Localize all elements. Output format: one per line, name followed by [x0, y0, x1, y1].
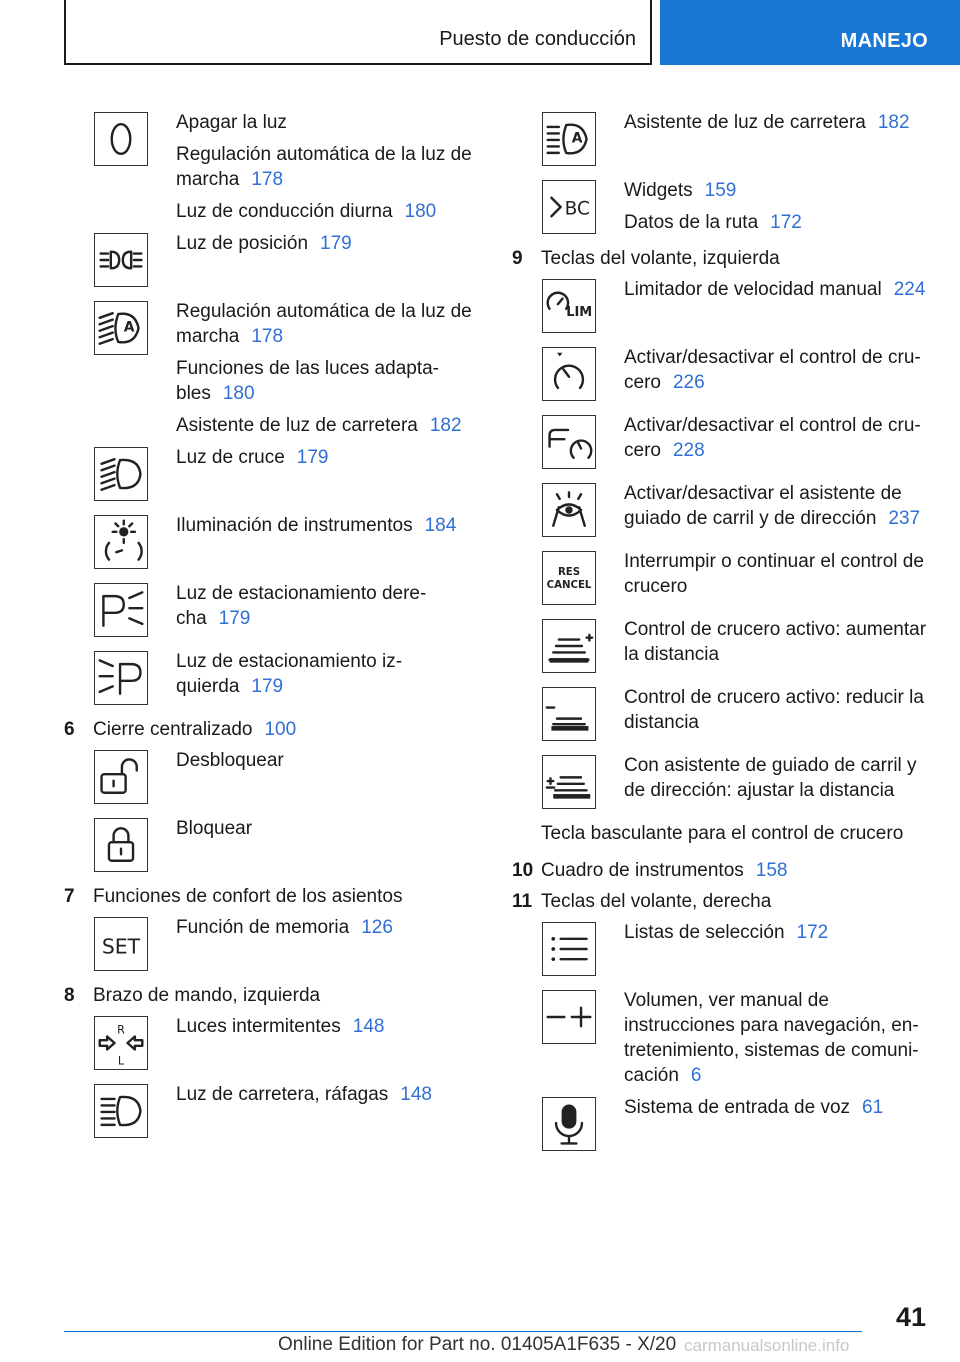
parking-light-icon [94, 233, 148, 287]
entry-text: Luces intermitentes [176, 1016, 341, 1037]
entry-texts [176, 231, 352, 299]
page-reference-link[interactable]: 172 [770, 212, 802, 233]
item-title [93, 717, 296, 742]
page-reference-link[interactable]: 179 [320, 233, 352, 254]
entry-text: Con asistente de guiado de carril y de dirección: ajustar la distancia [624, 755, 917, 801]
page-reference-link[interactable]: 172 [796, 922, 829, 943]
svg-text:CANCEL: CANCEL [546, 580, 592, 592]
page-reference-link[interactable]: 148 [352, 1016, 385, 1037]
active-cruise-icon-svg [544, 417, 594, 467]
page-reference-link[interactable]: 237 [888, 508, 921, 529]
chapter-tab-label: MANEJO [840, 30, 928, 52]
distance-decrease-icon-svg [544, 689, 594, 739]
symbol-entry [512, 178, 932, 246]
speed-limiter-icon-svg [544, 281, 594, 331]
turn-signal-icon-svg [96, 1018, 146, 1068]
entry-text: Activar/desactivar el control de crucero [624, 415, 921, 461]
entry-texts [624, 1095, 883, 1163]
numbered-item [64, 717, 472, 742]
item-title-text: Teclas del volante, derecha [541, 891, 772, 912]
entry-texts [624, 617, 932, 685]
page-reference-link[interactable]: 226 [672, 372, 705, 393]
item-number: 11 [512, 891, 533, 912]
chapter-tab[interactable] [660, 0, 960, 65]
entry-texts [176, 816, 252, 884]
speed-limiter-icon [542, 279, 596, 333]
page-reference-link[interactable]: 61 [862, 1097, 884, 1118]
distance-adjust-icon-svg [544, 757, 594, 807]
selection-list-icon-svg [544, 924, 594, 974]
low-beam-icon [94, 447, 148, 501]
page-reference-link[interactable]: 126 [361, 917, 393, 938]
entry-text: Sistema de entrada de voz [624, 1097, 851, 1118]
symbol-entry [512, 1095, 932, 1163]
item-title [93, 983, 320, 1008]
page-reference-link[interactable]: 178 [251, 169, 284, 190]
instrument-lighting-icon-svg [96, 517, 146, 567]
cruise-control-icon-svg [544, 349, 594, 399]
entry-texts [624, 110, 910, 178]
entry-texts [624, 345, 932, 413]
header-section-box [64, 0, 652, 65]
entry-line [176, 110, 472, 135]
entry-text: Limitador de velocidad manual [624, 279, 882, 300]
bc-button-icon [542, 180, 596, 234]
entry-texts [176, 299, 472, 445]
page-reference-link[interactable]: 179 [218, 608, 251, 629]
page-reference-link[interactable]: 100 [264, 719, 297, 740]
symbol-entry [512, 345, 932, 413]
page-reference-link[interactable]: 179 [296, 447, 329, 468]
entry-line [624, 210, 802, 235]
svg-text:L: L [117, 1054, 125, 1068]
entry-texts [176, 513, 456, 581]
entry-line [624, 1095, 883, 1120]
numbered-item [64, 884, 472, 909]
entry-text: Regulación automática de la luz de marcha [176, 301, 472, 347]
numbered-item [512, 246, 932, 271]
entry-text: Datos de la ruta [624, 212, 759, 233]
entry-line [176, 413, 472, 438]
symbol-entry [512, 753, 932, 821]
unlock-icon-svg [96, 752, 146, 802]
volume-icon [542, 990, 596, 1044]
left-column [64, 110, 472, 1150]
entry-texts [624, 988, 932, 1095]
symbol-entry [64, 299, 472, 445]
entry-text: Desbloquear [176, 750, 284, 771]
entry-line [624, 988, 932, 1088]
footer-divider [64, 1331, 862, 1332]
symbol-entry [64, 649, 472, 717]
entry-text: Asistente de luz de carretera [624, 112, 866, 133]
item-title-text: Cierre centralizado [93, 719, 253, 740]
entry-text: Iluminación de instrumentos [176, 515, 413, 536]
symbol-entry [64, 1082, 472, 1150]
entry-texts [624, 753, 932, 821]
bc-button-icon-svg [544, 182, 594, 232]
page-reference-link[interactable]: 182 [877, 112, 910, 133]
entry-texts [624, 178, 802, 246]
entry-line [624, 753, 932, 803]
symbol-entry [512, 110, 932, 178]
page-reference-link[interactable]: 6 [690, 1065, 702, 1086]
selection-list-icon [542, 922, 596, 976]
item-number: 9 [512, 248, 523, 269]
page-number: 41 [895, 1302, 926, 1332]
entry-text: Asistente de luz de carretera [176, 415, 418, 436]
item-title [541, 889, 771, 914]
high-beam-icon [94, 1084, 148, 1138]
entry-text: Luz de posición [176, 233, 309, 254]
entry-line [624, 178, 802, 203]
symbol-entry [64, 231, 472, 299]
watermark: carmanualsonline.info [684, 1336, 850, 1355]
svg-text:R: R [117, 1023, 125, 1037]
entry-line [624, 549, 932, 599]
page-reference-link[interactable]: 159 [704, 180, 737, 201]
auto-light-icon-svg [96, 303, 146, 353]
entry-line [176, 142, 472, 192]
voice-input-icon [542, 1097, 596, 1151]
lock-icon [94, 818, 148, 872]
entry-line [624, 481, 932, 531]
item-number: 10 [512, 860, 534, 881]
item-title-text: Cuadro de instrumentos [541, 860, 744, 881]
distance-decrease-icon [542, 687, 596, 741]
entry-line [176, 581, 472, 631]
entry-text: Activar/desactivar el asistente de guiado de carril y de dirección [624, 483, 902, 529]
item-title-text: Brazo de mando, izquierda [93, 985, 321, 1006]
page-reference-link[interactable]: 224 [893, 279, 926, 300]
symbol-entry [64, 513, 472, 581]
item-title-text: Teclas del volante, izquierda [541, 248, 780, 269]
instrument-lighting-icon [94, 515, 148, 569]
entry-text: Activar/desactivar el control de crucero [624, 347, 921, 393]
page-header [64, 0, 960, 66]
symbol-entry [512, 685, 932, 753]
entry-text: Luz de conducción diurna [176, 201, 393, 222]
symbol-entry [64, 581, 472, 649]
res-cancel-icon-svg [544, 553, 594, 603]
entry-text: Volumen, ver manual de instrucciones para navegación, entretenimiento, sistemas de comunicación [624, 990, 919, 1086]
symbol-entry [512, 481, 932, 549]
entry-line [176, 748, 284, 773]
page-reference-link[interactable]: 179 [251, 676, 284, 697]
entry-text: Listas de selección [624, 922, 785, 943]
parking-right-icon-svg [96, 585, 146, 635]
res-cancel-icon [542, 551, 596, 605]
symbol-entry [64, 748, 472, 816]
section-title: Puesto de conducción [439, 28, 636, 50]
entry-text: Funciones de las luces adaptables [176, 358, 439, 404]
entry-texts [176, 110, 472, 231]
entry-text: Bloquear [176, 818, 253, 839]
entry-text: Control de crucero activo: reducir la distancia [624, 687, 924, 733]
entry-line [176, 915, 393, 940]
high-beam-assist-icon-svg [544, 114, 594, 164]
entry-text: Luz de carretera, ráfagas [176, 1084, 389, 1105]
distance-increase-icon-svg [544, 621, 594, 671]
item-note: Tecla basculante para el control de crucero [541, 823, 904, 844]
set-memory-icon-svg [96, 919, 146, 969]
entry-texts [624, 685, 932, 753]
active-cruise-icon [542, 415, 596, 469]
lock-icon-svg [96, 820, 146, 870]
entry-text: Luz de estacionamiento derecha [176, 583, 427, 629]
distance-increase-icon [542, 619, 596, 673]
entry-text: Regulación automática de la luz de marcha [176, 144, 472, 190]
entry-line [176, 1014, 384, 1039]
symbol-entry [64, 110, 472, 231]
entry-text: Luz de estacionamiento izquierda [176, 651, 403, 697]
entry-text: Función de memoria [176, 917, 350, 938]
page-reference-link[interactable]: 182 [429, 415, 462, 436]
symbol-entry [64, 915, 472, 983]
symbol-entry [512, 988, 932, 1095]
symbol-entry [512, 277, 932, 345]
high-beam-assist-icon [542, 112, 596, 166]
distance-adjust-icon [542, 755, 596, 809]
entry-text: Apagar la luz [176, 112, 287, 133]
light-off-icon [94, 112, 148, 166]
entry-texts [176, 649, 472, 717]
entry-line [624, 920, 828, 945]
entry-text: Control de crucero activo: aumentar la distancia [624, 619, 927, 665]
voice-input-icon-svg [544, 1099, 594, 1149]
page-reference-link[interactable]: 178 [251, 326, 284, 347]
entry-line [176, 513, 456, 538]
entry-texts [176, 445, 329, 513]
parking-left-icon [94, 651, 148, 705]
entry-line [176, 231, 352, 256]
svg-text:A: A [123, 319, 135, 336]
lane-assist-icon [542, 483, 596, 537]
entry-texts [624, 413, 932, 481]
entry-texts [624, 549, 932, 617]
symbol-entry [512, 617, 932, 685]
symbol-entry [512, 549, 932, 617]
entry-texts [176, 1014, 384, 1082]
numbered-item [512, 858, 932, 883]
entry-text: Interrumpir o continuar el control de crucero [624, 551, 924, 597]
page-reference-link[interactable]: 180 [404, 201, 437, 222]
item-title [93, 884, 402, 909]
numbered-item [64, 983, 472, 1008]
entry-line [624, 110, 910, 135]
parking-left-icon-svg [96, 653, 146, 703]
entry-texts [176, 915, 393, 983]
footer-edition: Online Edition for Part no. 01405A1F635 - X/20 [278, 1334, 677, 1355]
entry-line [624, 617, 932, 667]
numbered-item [512, 889, 932, 914]
turn-signal-icon [94, 1016, 148, 1070]
entry-text: Luz de cruce [176, 447, 285, 468]
page-reference-link[interactable]: 184 [424, 515, 457, 536]
entry-line [176, 299, 472, 349]
item-title [541, 246, 780, 271]
symbol-entry [64, 816, 472, 884]
svg-text:SET: SET [101, 934, 141, 959]
parking-right-icon [94, 583, 148, 637]
entry-texts [176, 748, 284, 816]
svg-text:BC: BC [564, 198, 590, 220]
page-reference-link[interactable]: 180 [222, 383, 255, 404]
right-column [512, 110, 932, 1163]
entry-line [624, 413, 932, 463]
entry-texts [624, 920, 828, 988]
entry-line [624, 685, 932, 735]
entry-line [176, 356, 472, 406]
symbol-entry [512, 920, 932, 988]
symbol-entry [512, 413, 932, 481]
volume-icon-svg [544, 992, 594, 1042]
symbol-entry [64, 445, 472, 513]
auto-light-icon [94, 301, 148, 355]
entry-line [176, 816, 252, 841]
item-number: 7 [64, 886, 75, 907]
item-number: 6 [64, 719, 75, 740]
page-reference-link[interactable]: 228 [672, 440, 705, 461]
parking-light-icon-svg [96, 235, 146, 285]
low-beam-icon-svg [96, 449, 146, 499]
entry-line [624, 345, 932, 395]
symbol-entry [64, 1014, 472, 1082]
page-reference-link[interactable]: 148 [400, 1084, 432, 1105]
svg-text:LIM: LIM [566, 305, 593, 321]
entry-text: Widgets [624, 180, 693, 201]
item-title-text: Funciones de confort de los asientos [93, 886, 403, 907]
page-reference-link[interactable]: 158 [755, 860, 788, 881]
svg-text:A: A [571, 130, 583, 147]
unlock-icon [94, 750, 148, 804]
high-beam-icon-svg [96, 1086, 146, 1136]
entry-line [176, 649, 472, 699]
entry-line [624, 277, 925, 302]
set-memory-icon [94, 917, 148, 971]
entry-line [176, 199, 472, 224]
cruise-control-icon [542, 347, 596, 401]
entry-texts [624, 481, 932, 549]
item-number: 8 [64, 985, 75, 1006]
svg-text:RES: RES [557, 567, 581, 579]
entry-line [176, 445, 329, 470]
entry-texts [176, 581, 472, 649]
lane-assist-icon-svg [544, 485, 594, 535]
item-title [541, 858, 787, 883]
entry-texts [176, 1082, 432, 1150]
light-off-icon-svg [96, 114, 146, 164]
entry-texts [624, 277, 925, 345]
entry-line [176, 1082, 432, 1107]
